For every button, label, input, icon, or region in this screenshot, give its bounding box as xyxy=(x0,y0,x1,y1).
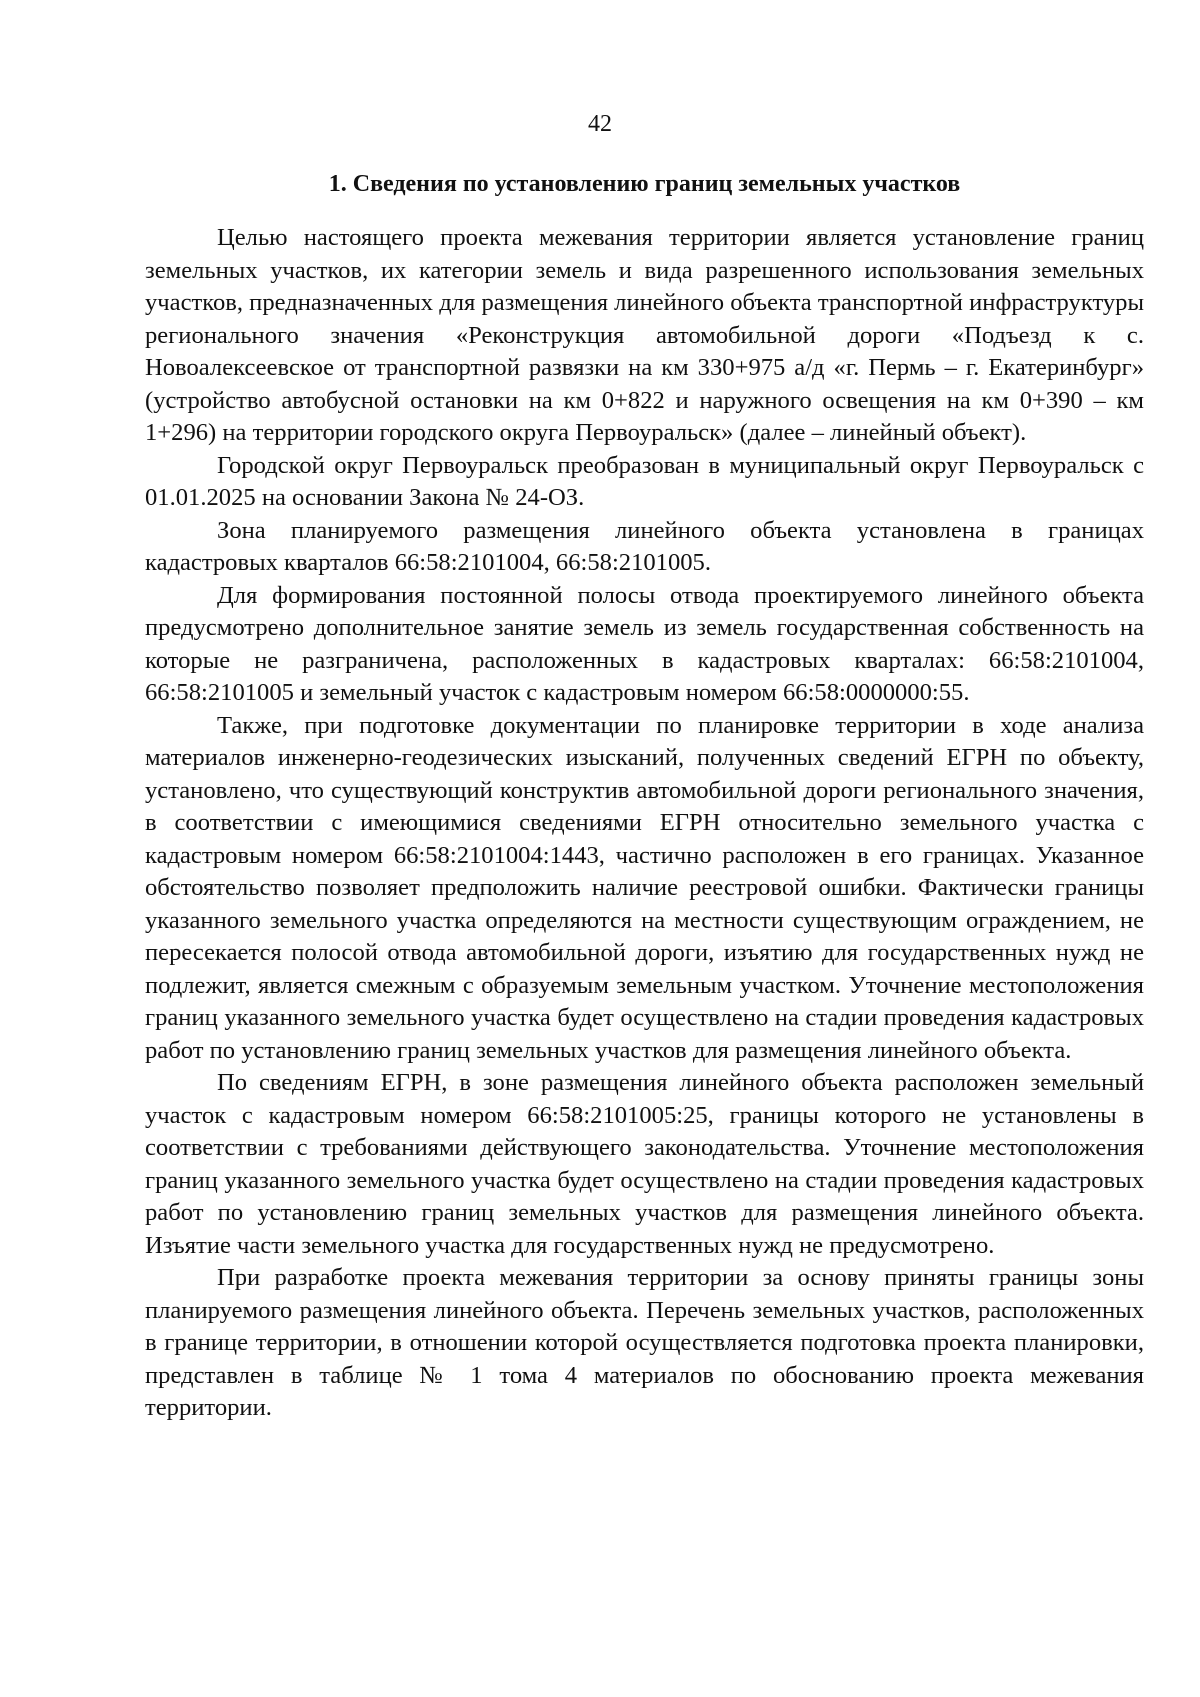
paragraph-right-of-way: Для формирования постоянной полосы отвода проектируемого линейного объекта предусмотрено дополнительное занятие земель из земель государственная собственность на которые не разграничена, расположенных в кадастровых кварталах: 66:58:2101004, 66:58:2101005 и земельный участок с кадастровым номером 66:58:0000000:55. xyxy=(145,581,1144,706)
paragraph-registry-error: Также, при подготовке документации по планировке территории в ходе анализа материалов инженерно-геодезических изысканий, полученных сведений ЕГРН по объекту, установлено, что существующий конструктив автомобильной дороги регионального значения, в соответствии с имеющимися сведениями ЕГРН относительно земельного участка с кадастровым номером 66:58:2101004:1443, частично расположен в его границах. Указанное обстоятельство позволяет предположить наличие реестровой ошибки. Фактически границы указанного земельного участка определяются на местности существующим ограждением, не пересекается полосой отвода автомобильной дороги, изъятию для государственных нужд не подлежит, является смежным с образуемым земельным участком. Уточнение местоположения границ указанного земельного участка будет осуществлено на стадии проведения кадастровых работ по установлению границ земельных участков для размещения линейного объекта. xyxy=(145,711,1144,1064)
paragraph-parcel-list: При разработке проекта межевания территории за основу приняты границы зоны планируемого размещения линейного объекта. Перечень земельных участков, расположенных в границе территории, в отношении которой осуществляется подготовка проекта планировки, представлен в таблице № 1 тома 4 материалов по обоснованию проекта межевания территории. xyxy=(145,1264,1144,1421)
paragraph-cadastral-quarters: Зона планируемого размещения линейного объекта установлена в границах кадастровых кварталов 66:58:2101004, 66:58:2101005. xyxy=(145,516,1144,576)
paragraph-municipal-transformation: Городской округ Первоуральск преобразован в муниципальный округ Первоуральск с 01.01.2025 на основании Закона № 24-ОЗ. xyxy=(145,451,1144,511)
page-number: 42 xyxy=(588,111,612,137)
paragraph-purpose: Целью настоящего проекта межевания территории является установление границ земельных участков, их категории земель и вида разрешенного использования земельных участков, предназначенных для размещения линейного объекта транспортной инфраструктуры регионального значения «Реконструкция автомобильной дороги «Подъезд к с. Новоалексеевское от транспортной развязки на км 330+975 а/д «г. Пермь – г. Екатеринбург» (устройство автобусной остановки на км 0+822 и наружного освещения на км 0+390 – км 1+296) на территории городского округа Первоуральск» (далее – линейный объект). xyxy=(145,224,1144,446)
section-heading: 1. Сведения по установлению границ земельных участков xyxy=(328,171,961,197)
paragraph-egrn-parcel: По сведениям ЕГРН, в зоне размещения линейного объекта расположен земельный участок с кадастровым номером 66:58:2101005:25, границы которого не установлены в соответствии с требованиями действующего законодательства. Уточнение местоположения границ указанного земельного участка будет осуществлено на стадии проведения кадастровых работ по установлению границ земельных участков для размещения линейного объекта. Изъятие части земельного участка для государственных нужд не предусмотрено. xyxy=(145,1069,1144,1259)
body-text xyxy=(145,222,1144,1425)
